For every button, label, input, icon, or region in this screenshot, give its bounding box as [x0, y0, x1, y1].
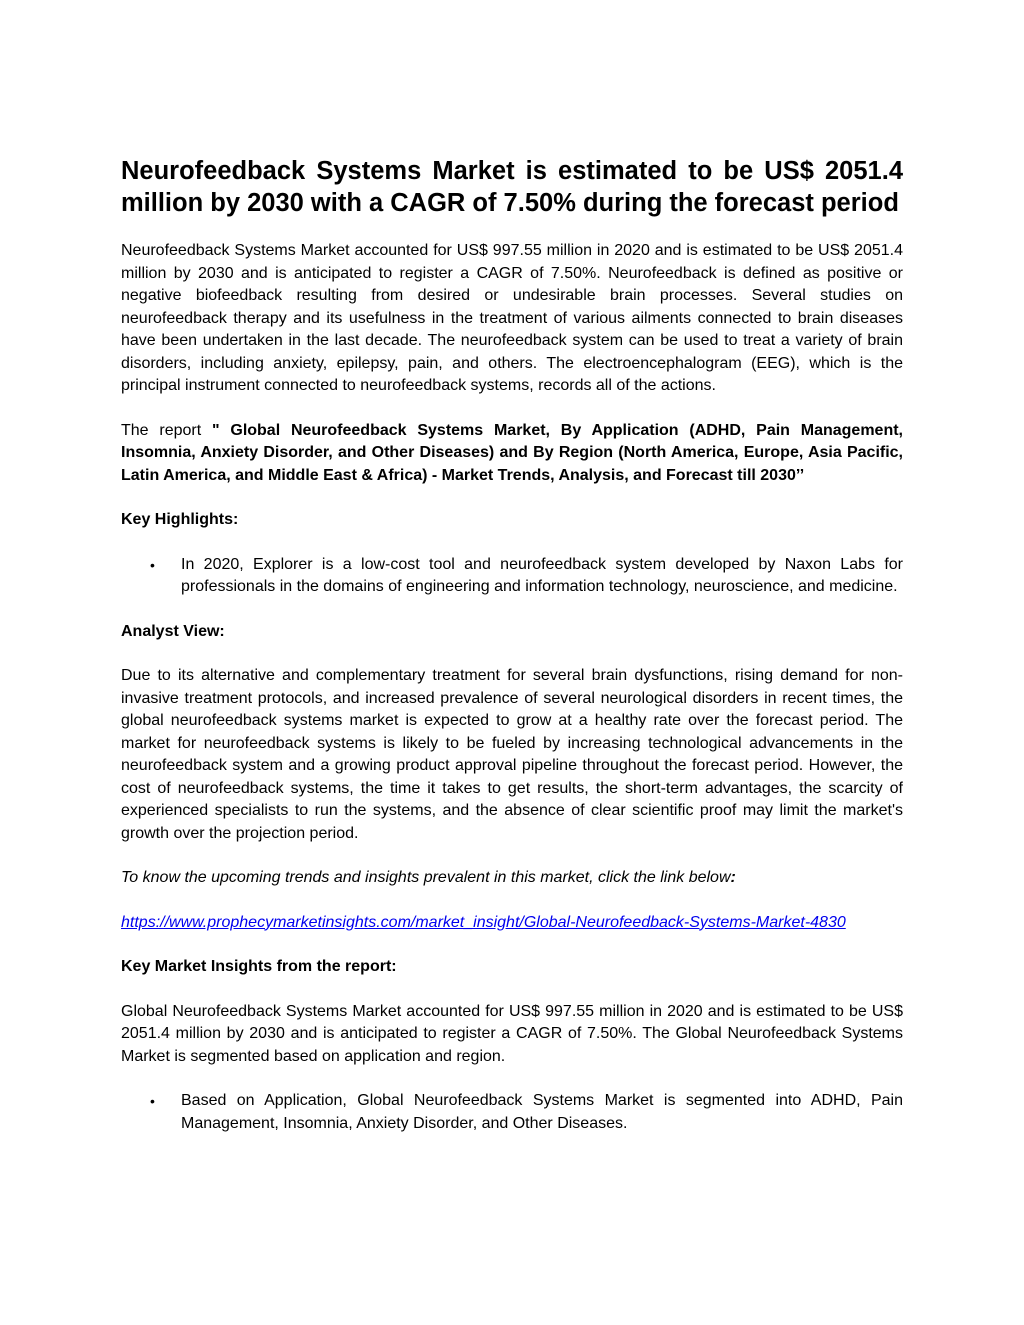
page-title: Neurofeedback Systems Market is estimated to be US$ 2051.4 million by 2030 with a CAGR of 7.50% during the forecast period: [121, 157, 903, 217]
insights-list: [121, 1090, 903, 1135]
bullet-icon: •: [150, 1093, 155, 1109]
document-page: [121, 156, 903, 1157]
intro-paragraph: Neurofeedback Systems Market accounted for US$ 997.55 million in 2020 and is estimated to be US$ 2051.4 million by 2030 and is anticipated to register a CAGR of 7.50%. Neurofeedback is defined as positive or negative biofeedback resulting from desired or undesirable brain processes. Several studies on neurofeedback therapy and its usefulness in the treatment of various ailments connected to brain diseases have been undertaken in the last decade. The neurofeedback system can be used to treat a variety of brain disorders, including anxiety, epilepsy, pain, and others. The electroencephalogram (EEG), which is the principal instrument connected to neurofeedback systems, records all of the actions.: [121, 242, 903, 394]
bullet-icon: •: [150, 556, 155, 573]
cta-text: To know the upcoming trends and insights prevalent in this market, click the link below: [121, 869, 731, 886]
cta-paragraph: [121, 867, 903, 890]
list-item: [121, 1090, 903, 1135]
analyst-view-paragraph: Due to its alternative and complementary treatment for several brain dysfunctions, rising demand for non-invasive treatment protocols, and increased prevalence of several neurological disorders in recent times, the global neurofeedback systems market is expected to grow at a healthy rate over the forecast period. The market for neurofeedback systems is likely to be fueled by increasing technological advancements in the neurofeedback system and a growing product approval pipeline throughout the forecast period. However, the cost of neurofeedback systems, the time it takes to get results, the short-term advantages, the scarcity of experienced specialists to run the systems, and the absence of clear scientific proof may limit the market's growth over the projection period.: [121, 667, 903, 842]
list-item-text: In 2020, Explorer is a low-cost tool and neurofeedback system developed by Naxon Labs for professionals in the domains of engineering and information technology, neuroscience, and medicine.: [181, 555, 903, 595]
link-paragraph: [121, 912, 903, 935]
report-paragraph: [121, 420, 903, 488]
insights-heading: Key Market Insights from the report:: [121, 958, 397, 975]
analyst-view-heading: Analyst View:: [121, 622, 225, 640]
report-link[interactable]: https://www.prophecymarketinsights.com/market_insight/Global-Neurofeedback-Systems-Market-4830: [121, 913, 846, 931]
report-prefix: The report: [121, 421, 212, 439]
insights-paragraph: Global Neurofeedback Systems Market accounted for US$ 997.55 million in 2020 and is estimated to be US$ 2051.4 million by 2030 and is anticipated to register a CAGR of 7.50%. The Global Neurofeedback Systems Market is segmented based on application and region.: [121, 1002, 903, 1065]
key-highlights-list: [121, 554, 903, 599]
key-highlights-heading: Key Highlights:: [121, 511, 239, 528]
report-title: " Global Neurofeedback Systems Market, By Application (ADHD, Pain Management, Insomnia, Anxiety Disorder, and Other Diseases) and By Region (North America, Europe, Asia Pacific, Latin America, and Middle East & Africa) - Market Trends, Analysis, and Forecast till 2030’’: [121, 421, 903, 484]
cta-colon: :: [730, 869, 736, 886]
list-item: [121, 554, 903, 599]
list-item-text: Based on Application, Global Neurofeedback Systems Market is segmented into ADHD, Pain Management, Insomnia, Anxiety Disorder, and Other Diseases.: [181, 1092, 903, 1132]
